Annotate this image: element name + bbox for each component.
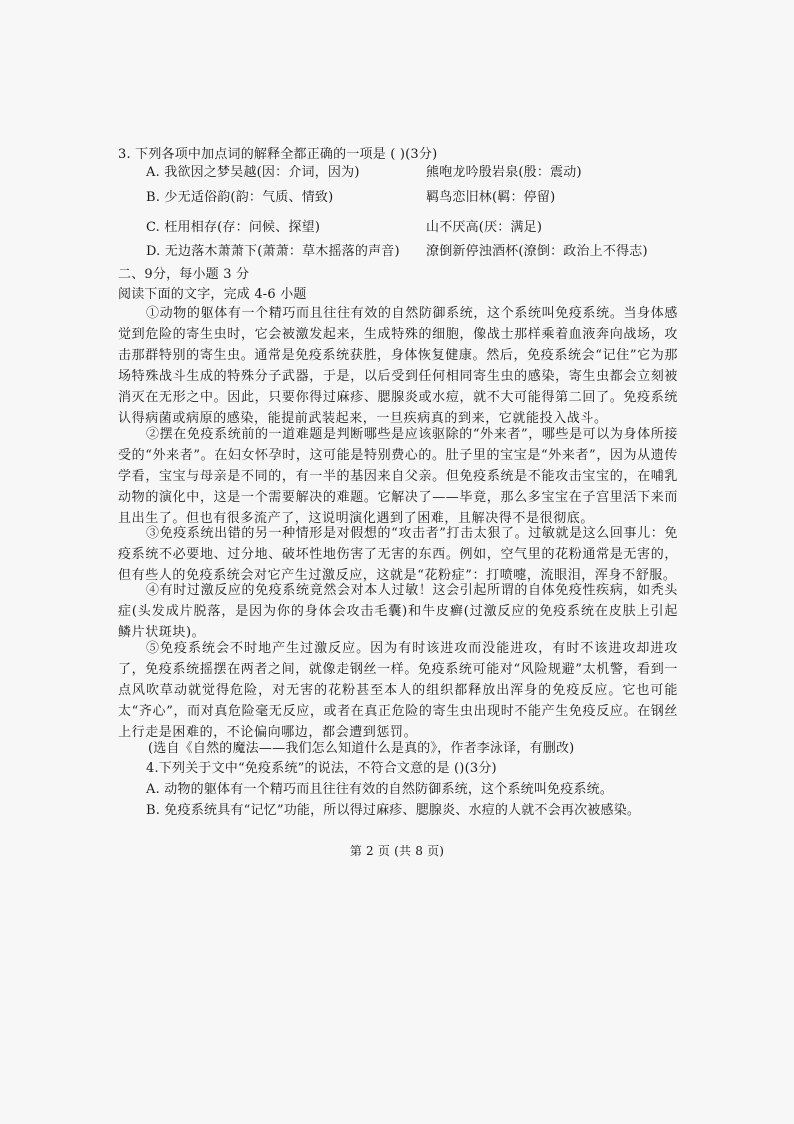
passage-paragraph-3: ③免疫系统出错的另一种情形是对假想的“攻击者”打击太狠了。过敏就是这么回事儿：免疫系统不必要地、过分地、破坏性地伤害了无害的东西。例如，空气里的花粉通常是无害的，但有些人的免疫系统会对它产生过激反应，这就是“花粉症”：打喷嚏，流眼泪，浑身不舒服。 [118,526,678,583]
q3-option-d-right: 潦倒新停浊酒杯(潦倒：政治上不得志) [426,244,648,259]
passage-paragraph-2: ②摆在免疫系统前的一道难题是判断哪些是应该驱除的“外来者”，哪些是可以为身体所接受的“外来者”。在妇女怀孕时，这可能是特别费心的。肚子里的宝宝是“外来者”，因为从遗传学看，宝宝与母亲是不同的，有一半的基因来自父亲。但免疫系统是不能攻击宝宝的，在哺乳动物的演化中，这是一个需要解决的难题。它解决了——毕竟，那么多宝宝在子宫里活下来而且出生了。但也有很多流产了，这说明演化遇到了困难，且解决得不是很彻底。 [118,427,678,526]
passage-paragraph-4: ④有时过激反应的免疫系统竟然会对本人过敏！这会引起所谓的自体免疫性疾病，如秃头症(头发成片脱落，是因为你的身体会攻击毛囊)和牛皮癣(过激反应的免疫系统在皮肤上引起鳞片状斑块)。 [118,583,678,640]
reading-instruction: 阅读下面的文字，完成 4-6 小题 [118,287,307,302]
q3-option-a-right: 熊咆龙吟殷岩泉(殷：震动) [426,165,582,180]
q3-option-c-left: C. 枉用相存(存：问候、探望) [146,220,321,235]
section-2-heading: 二、9分，每小题 3 分 [118,267,250,282]
passage-paragraph-5: ⑤免疫系统会不时地产生过激反应。因为有时该进攻而没能进攻，有时不该进攻却进攻了，免疫系统摇摆在两者之间，就像走钢丝一样。免疫系统可能对“风险规避”太机警，看到一点风吹草动就觉得危险，对无害的花粉甚至本人的组织都释放出浑身的免疫反应。它也可能太“齐心”，而对真危险毫无反应，或者在真正危险的寄生虫出现时不能产生免疫反应。在钢丝上行走是困难的，不论偏向哪边，都会遭到惩罚。 [118,641,678,740]
q3-option-a-left: A. 我欲因之梦吴越(因：介词，因为) [146,165,360,180]
q3-option-b-left: B. 少无适俗韵(韵：气质、情致) [146,190,334,205]
question-3-title: 3. 下列各项中加点词的解释全都正确的一项是 ( )(3分) [118,147,438,162]
q4-option-a: A. 动物的躯体有一个精巧而且往往有效的自然防御系统，这个系统叫免疫系统。 [146,782,614,797]
question-4-title: 4.下列关于文中“免疫系统”的说法，不符合文意的是 ()(3分) [146,761,497,776]
q3-option-c-right: 山不厌高(厌：满足) [426,220,543,235]
q3-option-b-right: 羁鸟恋旧林(羁：停留) [426,190,556,205]
passage-paragraph-1: ①动物的躯体有一个精巧而且往往有效的自然防御系统，这个系统叫免疫系统。当身体感觉到危险的寄生虫时，它会被激发起来，生成特殊的细胞，像战士那样乘着血液奔向战场，攻击那群特别的寄生虫。通常是免疫系统获胜，身体恢复健康。然后，免疫系统会“记住”它为那场特殊战斗生成的特殊分子武器，于是，以后受到任何相同寄生虫的感染，寄生虫都会立刻被消灭在无形之中。因此，只要你得过麻疹、腮腺炎或水痘，就不大可能得第二回了。免疫系统认得病菌或病原的感染，能提前武装起来，一旦疾病真的到来，它就能投入战斗。 [118,306,678,426]
page-footer: 第 2 页 (共 8 页) [349,844,445,858]
q4-option-b: B. 免疫系统具有“记忆”功能，所以得过麻疹、腮腺炎、水痘的人就不会再次被感染。 [146,803,641,818]
q3-option-d-left: D. 无边落木萧萧下(萧萧：草木摇落的声音) [146,244,400,259]
passage-source: (选自《自然的魔法——我们怎么知道什么是真的》，作者李泳译，有删改) [148,741,575,756]
